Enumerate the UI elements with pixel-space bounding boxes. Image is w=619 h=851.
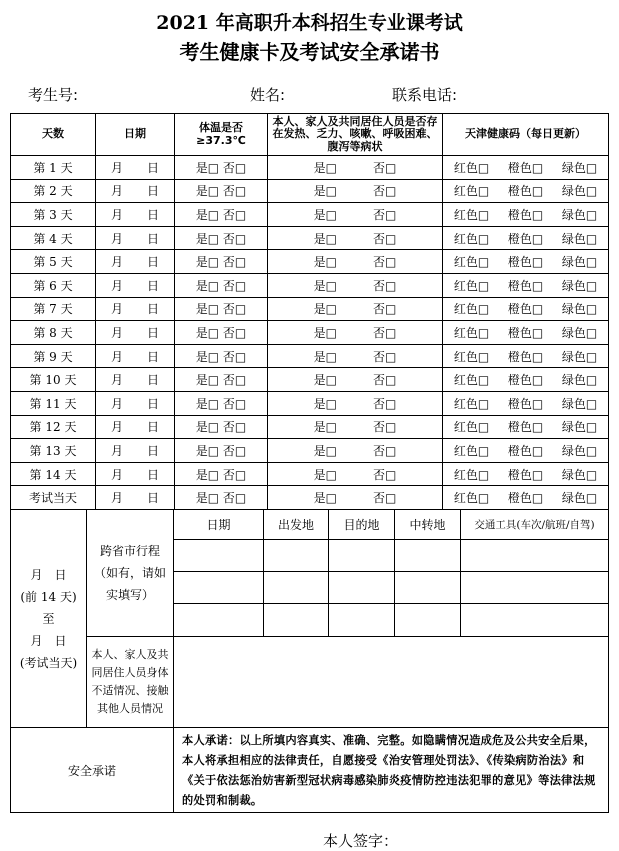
trip-cell[interactable]: [264, 540, 329, 572]
day-cell: 第 14 天: [11, 462, 96, 486]
green-option[interactable]: 绿色□: [561, 325, 598, 340]
orange-option[interactable]: 橙色□: [507, 373, 544, 388]
red-option[interactable]: 红色□: [453, 231, 490, 246]
symptom-cell[interactable]: 是□ 否□: [268, 415, 443, 439]
trip-cell[interactable]: [264, 572, 329, 604]
health-code-cell[interactable]: [443, 226, 609, 250]
title-line1: 2021 年高职升本科招生专业课考试: [156, 12, 463, 34]
table-row: [11, 321, 609, 345]
date-cell[interactable]: 月 日: [96, 415, 175, 439]
day-cell: 第 9 天: [11, 344, 96, 368]
trip-cell[interactable]: [461, 572, 609, 604]
red-option[interactable]: 红色□: [453, 443, 490, 458]
date-cell[interactable]: 月 日: [96, 226, 175, 250]
trip-cell[interactable]: [395, 604, 461, 637]
orange-option[interactable]: 橙色□: [507, 349, 544, 364]
health-code-cell[interactable]: [443, 391, 609, 415]
trip-cell[interactable]: [329, 572, 395, 604]
header-symptoms: 本人、家人及共同居住人员是否存在发热、乏力、咳嗽、呼吸困难、腹泻等病状: [268, 114, 443, 156]
green-option[interactable]: 绿色□: [561, 160, 598, 175]
health-code-cell[interactable]: [443, 462, 609, 486]
table-row: [11, 391, 609, 415]
day-cell: 第 3 天: [11, 203, 96, 227]
trip-cell[interactable]: [461, 540, 609, 572]
green-option[interactable]: 绿色□: [561, 231, 598, 246]
health-code-cell[interactable]: [443, 439, 609, 463]
health-code-cell[interactable]: [443, 250, 609, 274]
red-option[interactable]: 红色□: [453, 420, 490, 435]
date-cell[interactable]: 月 日: [96, 203, 175, 227]
red-option[interactable]: 红色□: [453, 207, 490, 222]
date-cell[interactable]: 月 日: [96, 297, 175, 321]
red-option[interactable]: 红色□: [453, 278, 490, 293]
green-option[interactable]: 绿色□: [561, 491, 598, 506]
symptom-cell[interactable]: 是□ 否□: [268, 226, 443, 250]
red-option[interactable]: 红色□: [453, 325, 490, 340]
temp-cell[interactable]: 是□ 否□: [175, 368, 268, 392]
header-day: 天数: [11, 114, 96, 156]
col-transit: 中转地: [395, 510, 461, 540]
period-line3: 至: [42, 611, 55, 626]
header-temp: 体温是否≥37.3℃: [175, 114, 268, 156]
health-code-cell[interactable]: [443, 179, 609, 203]
symptom-cell[interactable]: 是□ 否□: [268, 486, 443, 510]
orange-option[interactable]: 橙色□: [507, 467, 544, 482]
symptom-cell[interactable]: 是□ 否□: [268, 179, 443, 203]
date-cell[interactable]: 月 日: [96, 439, 175, 463]
col-from: 出发地: [264, 510, 329, 540]
day-cell: 第 10 天: [11, 368, 96, 392]
temp-cell[interactable]: 是□ 否□: [175, 156, 268, 180]
date-cell[interactable]: 月 日: [96, 344, 175, 368]
health-code-cell[interactable]: [443, 321, 609, 345]
health-code-cell[interactable]: [443, 273, 609, 297]
orange-option[interactable]: 橙色□: [507, 302, 544, 317]
red-option[interactable]: 红色□: [453, 396, 490, 411]
health-code-cell[interactable]: [443, 368, 609, 392]
table-row: [11, 297, 609, 321]
pledge-text: 本人承诺：以上所填内容真实、准确、完整。如隐瞒情况造成危及公共安全后果，本人将承担相应的法律责任，自愿接受《治安管理处罚法》、《传染病防治法》和《关于依法惩治妨害新型冠状病毒感染肺炎疫情防控违法犯罪的意见》等法律法规的处罚和制裁。: [174, 728, 609, 813]
green-option[interactable]: 绿色□: [561, 467, 598, 482]
date-cell[interactable]: 月 日: [96, 391, 175, 415]
header-health-code: 天津健康码（每日更新）: [443, 114, 609, 156]
health-code-cell[interactable]: [443, 344, 609, 368]
table-row: [11, 226, 609, 250]
date-cell[interactable]: 月 日: [96, 368, 175, 392]
health-code-cell[interactable]: [443, 486, 609, 510]
green-option[interactable]: 绿色□: [561, 184, 598, 199]
period-line2: (前 14 天): [20, 589, 77, 604]
symptom-cell[interactable]: 是□ 否□: [268, 321, 443, 345]
symptom-cell[interactable]: 是□ 否□: [268, 368, 443, 392]
orange-option[interactable]: 橙色□: [507, 207, 544, 222]
date-cell[interactable]: 月 日: [96, 156, 175, 180]
table-row: [11, 156, 609, 180]
symptom-cell[interactable]: 是□ 否□: [268, 297, 443, 321]
day-cell: 第 5 天: [11, 250, 96, 274]
temp-cell[interactable]: 是□ 否□: [175, 439, 268, 463]
temp-cell[interactable]: 是□ 否□: [175, 297, 268, 321]
temp-cell[interactable]: 是□ 否□: [175, 344, 268, 368]
green-option[interactable]: 绿色□: [561, 373, 598, 388]
temp-cell[interactable]: 是□ 否□: [175, 250, 268, 274]
trip-cell[interactable]: [329, 540, 395, 572]
red-option[interactable]: 红色□: [453, 373, 490, 388]
table-row: [11, 462, 609, 486]
table-row: [11, 203, 609, 227]
day-cell: 第 8 天: [11, 321, 96, 345]
day-cell: 第 6 天: [11, 273, 96, 297]
symptom-cell[interactable]: 是□ 否□: [268, 156, 443, 180]
trip-cell[interactable]: [329, 604, 395, 637]
contact-label: 本人、家人及共同居住人员身体不适情况、接触其他人员情况: [87, 637, 174, 728]
table-row: [11, 250, 609, 274]
trip-cell[interactable]: [395, 572, 461, 604]
orange-option[interactable]: 橙色□: [507, 255, 544, 270]
period-cell: [11, 510, 87, 728]
temp-cell[interactable]: 是□ 否□: [175, 462, 268, 486]
red-option[interactable]: 红色□: [453, 467, 490, 482]
contact-cell[interactable]: [174, 637, 609, 728]
day-cell: 第 13 天: [11, 439, 96, 463]
col-vehicle: 交通工具(车次/航班/自驾): [461, 510, 609, 540]
date-cell[interactable]: 月 日: [96, 486, 175, 510]
symptom-cell[interactable]: 是□ 否□: [268, 273, 443, 297]
day-cell: 第 12 天: [11, 415, 96, 439]
date-cell[interactable]: 月 日: [96, 462, 175, 486]
green-option[interactable]: 绿色□: [561, 396, 598, 411]
orange-option[interactable]: 橙色□: [507, 231, 544, 246]
temp-cell[interactable]: 是□ 否□: [175, 226, 268, 250]
day-cell: 考试当天: [11, 486, 96, 510]
orange-option[interactable]: 橙色□: [507, 443, 544, 458]
table-row: [11, 179, 609, 203]
symptom-cell[interactable]: 是□ 否□: [268, 344, 443, 368]
table-row: [11, 439, 609, 463]
orange-option[interactable]: 橙色□: [507, 160, 544, 175]
health-code-cell[interactable]: [443, 156, 609, 180]
trip-cell[interactable]: [461, 604, 609, 637]
trip-cell[interactable]: [264, 604, 329, 637]
trip-cell[interactable]: [174, 572, 264, 604]
trip-label: 跨省市行程（如有，请如实填写）: [87, 510, 174, 637]
trip-cell[interactable]: [174, 604, 264, 637]
health-code-cell[interactable]: [443, 415, 609, 439]
phone-label: 联系电话:: [392, 86, 458, 104]
exam-no-label: 考生号:: [28, 86, 79, 104]
symptom-cell[interactable]: 是□ 否□: [268, 391, 443, 415]
date-cell[interactable]: 月 日: [96, 273, 175, 297]
period-line5: (考试当天): [19, 655, 78, 670]
col-date: 日期: [174, 510, 264, 540]
green-option[interactable]: 绿色□: [561, 255, 598, 270]
name-label: 姓名:: [250, 86, 286, 104]
date-cell[interactable]: 月 日: [96, 321, 175, 345]
temp-cell[interactable]: 是□ 否□: [175, 321, 268, 345]
date-cell[interactable]: 月 日: [96, 179, 175, 203]
signature-label: 本人签字：: [323, 832, 399, 850]
red-option[interactable]: 红色□: [453, 349, 490, 364]
orange-option[interactable]: 橙色□: [507, 491, 544, 506]
red-option[interactable]: 红色□: [453, 302, 490, 317]
period-line1: 月 日: [30, 567, 67, 582]
orange-option[interactable]: 橙色□: [507, 278, 544, 293]
temp-cell[interactable]: 是□ 否□: [175, 391, 268, 415]
health-code-cell[interactable]: [443, 203, 609, 227]
red-option[interactable]: 红色□: [453, 491, 490, 506]
red-option[interactable]: 红色□: [453, 160, 490, 175]
table-row: [11, 273, 609, 297]
orange-option[interactable]: 橙色□: [507, 325, 544, 340]
col-to: 目的地: [329, 510, 395, 540]
travel-table: [10, 509, 609, 813]
day-cell: 第 2 天: [11, 179, 96, 203]
temp-cell[interactable]: 是□ 否□: [175, 486, 268, 510]
green-option[interactable]: 绿色□: [561, 420, 598, 435]
table-row: [11, 368, 609, 392]
temp-cell[interactable]: 是□ 否□: [175, 273, 268, 297]
day-cell: 第 11 天: [11, 391, 96, 415]
red-option[interactable]: 红色□: [453, 184, 490, 199]
health-table: [10, 113, 609, 510]
orange-option[interactable]: 橙色□: [507, 420, 544, 435]
day-cell: 第 4 天: [11, 226, 96, 250]
health-code-cell[interactable]: [443, 297, 609, 321]
table-row: [11, 344, 609, 368]
table-row: [11, 486, 609, 510]
green-option[interactable]: 绿色□: [561, 443, 598, 458]
green-option[interactable]: 绿色□: [561, 302, 598, 317]
table-row: [11, 415, 609, 439]
day-cell: 第 1 天: [11, 156, 96, 180]
green-option[interactable]: 绿色□: [561, 349, 598, 364]
green-option[interactable]: 绿色□: [561, 207, 598, 222]
symptom-cell[interactable]: 是□ 否□: [268, 462, 443, 486]
temp-cell[interactable]: 是□ 否□: [175, 415, 268, 439]
temp-cell[interactable]: 是□ 否□: [175, 179, 268, 203]
header-date: 日期: [96, 114, 175, 156]
symptom-cell[interactable]: 是□ 否□: [268, 439, 443, 463]
green-option[interactable]: 绿色□: [561, 278, 598, 293]
pledge-label: 安全承诺: [11, 728, 174, 813]
trip-cell[interactable]: [174, 540, 264, 572]
symptom-cell[interactable]: 是□ 否□: [268, 203, 443, 227]
orange-option[interactable]: 橙色□: [507, 184, 544, 199]
period-line4: 月 日: [30, 633, 67, 648]
day-cell: 第 7 天: [11, 297, 96, 321]
orange-option[interactable]: 橙色□: [507, 396, 544, 411]
trip-cell[interactable]: [395, 540, 461, 572]
red-option[interactable]: 红色□: [453, 255, 490, 270]
date-cell[interactable]: 月 日: [96, 250, 175, 274]
temp-cell[interactable]: 是□ 否□: [175, 203, 268, 227]
symptom-cell[interactable]: 是□ 否□: [268, 250, 443, 274]
title-line2: 考生健康卡及考试安全承诺书: [179, 40, 440, 64]
